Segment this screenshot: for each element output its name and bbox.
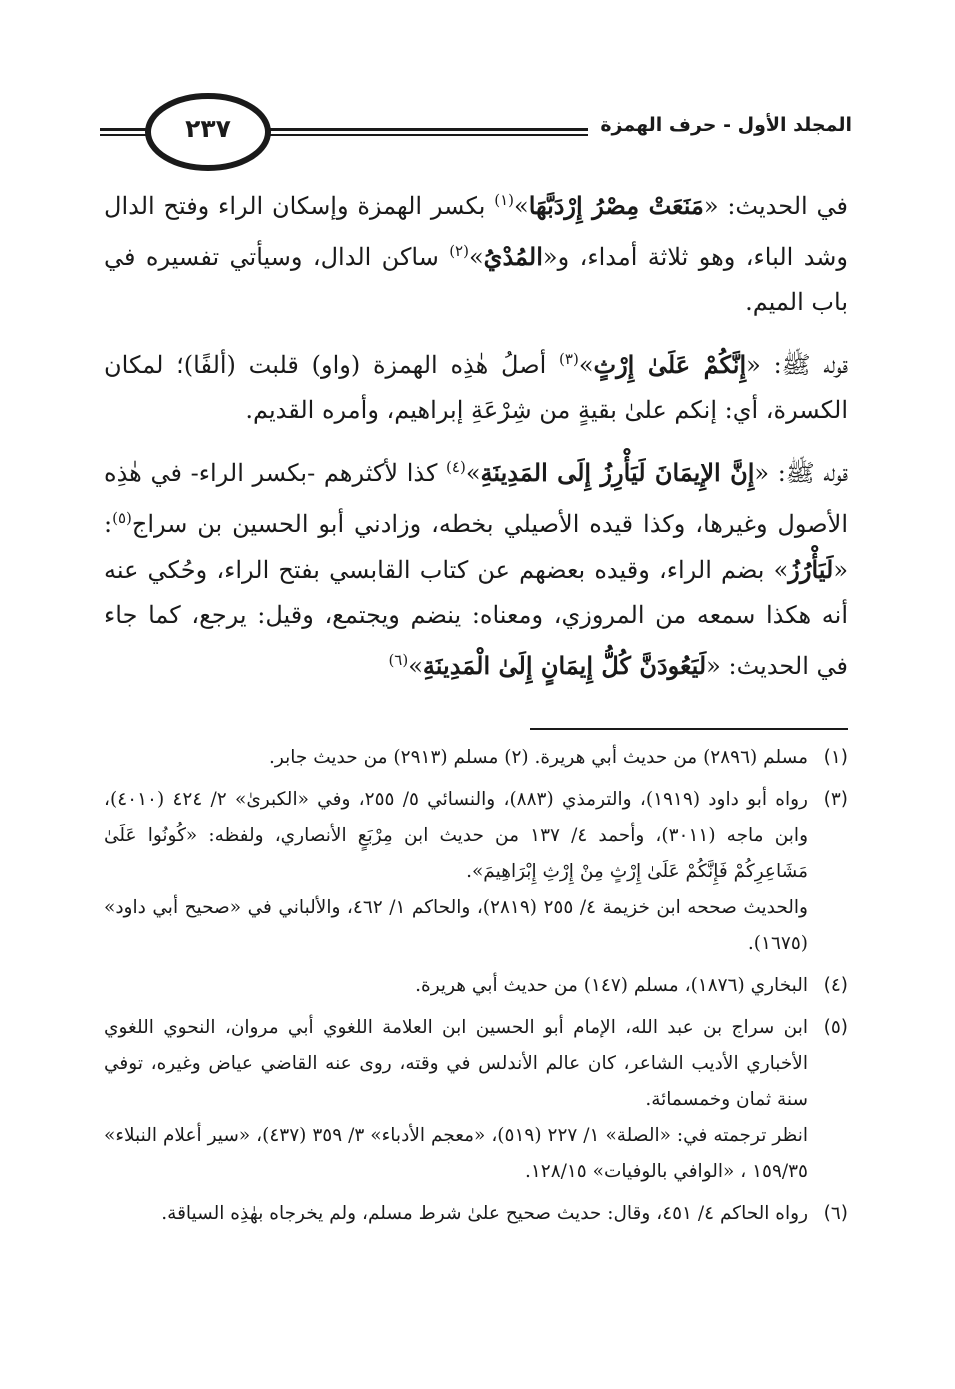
page-number-badge: [144, 92, 272, 172]
footnote-text: رواه أبو داود (١٩١٩)، والترمذي (٨٨٣)، والنسائي ٥/ ٢٥٥، وفي «الكبرىٰ» ٢/ ٤٢٤ (٤٠١٠)، وابن ماجه (٣٠١١)، وأحمد ٤/ ١٣٧ من حديث ابن مِرْبَعٍ الأنصاري، ولفظه: «كُونُوا عَلَىٰ مَشَاعِرِكُمْ فَإِنَّكُمْ عَلَىٰ إِرْثٍ مِنْ إِرْثِ إِبْرَاهِيمَ».: [104, 789, 808, 882]
footnote-ref: (٢): [449, 242, 469, 260]
page-number: ٢٣٧: [185, 114, 231, 143]
footnotes: [104, 740, 848, 1238]
footnote: [104, 1010, 848, 1190]
page-header: [100, 92, 852, 172]
footnote: [104, 968, 848, 1004]
main-text: [104, 178, 848, 701]
footnote-text: انظر ترجمته في: «الصلة» ١/ ٢٢٧ (٥١٩)، «معجم الأدباء» ٣/ ٣٥٩ (٤٣٧)، «سير أعلام النبلاء» ١٥٩/٣٥ ، «الوافي بالوفيات» ١٢٨/١٥.: [104, 1125, 808, 1182]
footnote: [104, 782, 848, 962]
hadith-quote: لَيَأْرُزُ: [788, 555, 834, 584]
hadith-quote: لَيَعُودَنَّ كُلُّ إِيمَانٍ إِلَىٰ الْمَدِينَةِ: [422, 651, 707, 680]
hadith-quote: إِنَّكُمْ عَلَىٰ إِرْثٍ: [593, 350, 747, 379]
footnote: [104, 740, 848, 776]
running-title: المجلد الأول - حرف الهمزة: [588, 114, 852, 136]
footnote-number: (٤): [823, 975, 848, 996]
footnote-number: (٥): [823, 1017, 848, 1038]
footnote: [104, 1196, 848, 1232]
footnote-ref: (١): [494, 191, 514, 209]
paragraph: قوله ﷺ: «إِنَّكُمْ عَلَىٰ إِرْثٍ»$^{(٣)}$ أصلُ هٰذِه الهمزة (واو) قلبت (ألفًا)؛ لمكان الكسرة، أي: إنكم علىٰ بقيةٍ من شِرْعَةِ إبراهيم، وأمره القديم.: [104, 350, 848, 424]
footnote-ref: (٥): [112, 509, 132, 527]
footnote-text: رواه الحاكم ٤/ ٤٥١، وقال: حديث صحيح علىٰ شرط مسلم، ولم يخرجاه بهٰذِه السياقة.: [161, 1203, 808, 1224]
hadith-quote: مَنَعَتْ مِصْرُ إِرْدَبَّهَا: [528, 191, 704, 220]
footnote-text: ابن سراج بن عبد الله، الإمام أبو الحسين ابن العلامة اللغوي أبي مروان، النحوي اللغوي الأخباري الأديب الشاعر، كان عالم الأندلس في وقته، روى عنه القاضي عياض وغيره، توفي سنة ثمان وخمسمائة.: [104, 1017, 808, 1110]
footnote-ref: (٦): [388, 651, 409, 669]
header-rule: [100, 128, 148, 131]
footnote-number: (٦): [823, 1203, 848, 1224]
footnote-text: البخاري (١٨٧٦)، مسلم (١٤٧) من حديث أبي هريرة.: [415, 975, 808, 996]
header-rule: [100, 134, 148, 136]
footnote-number: (١): [823, 747, 848, 768]
footnote-text: مسلم (٢٨٩٦) من حديث أبي هريرة. (٢) مسلم (٢٩١٣) من حديث جابر.: [269, 747, 808, 768]
footnote-text: والحديث صححه ابن خزيمة ٤/ ٢٥٥ (٢٨١٩)، والحاكم ١/ ٤٦٢، والألباني في «صحيح أبي داود» (١٦٧٥).: [104, 897, 808, 954]
footnote-ref: (٣): [559, 350, 579, 368]
paragraph: قوله ﷺ: «إِنَّ الإِيمَانَ لَيَأْرِزُ إِلَى المَدِينَةِ»$^{(٤)}$ كذا لأكثرهم -بكسر الراء- في هٰذِه الأصول وغيرها، وكذا قيده الأصيلي بخطه، وزادني أبو الحسين بن سراج$^{(٥)}$: «لَيَأْرُزُ» بضم الراء، وقيده بعضهم عن كتاب القابسي بفتح الراء، وحُكي عنه أنه هكذا سمعه من المروزي، ومعناه: ينضم ويجتمع، وقيل: يرجع، كما جاء في الحديث: «لَيَعُودَنَّ كُلُّ إِيمَانٍ إِلَىٰ الْمَدِينَةِ»$^{(٦)}$: [104, 458, 849, 680]
footnote-separator: [530, 728, 848, 730]
paragraph: في الحديث: «مَنَعَتْ مِصْرُ إِرْدَبَّهَا»$^{(١)}$ بكسر الهمزة وإسكان الراء وفتح الدال وشد الباء، وهو ثلاثة أمداء، و«المُدْيُ»$^{(٢)}$ ساكن الدال، وسيأتي تفسيره في باب الميم.: [104, 191, 848, 316]
hadith-quote: المُدْيُ: [483, 242, 543, 271]
footnote-number: (٣): [823, 789, 848, 810]
footnote-ref: (٤): [446, 458, 466, 476]
hadith-quote: إِنَّ الإِيمَانَ لَيَأْرِزُ إِلَى المَدِينَةِ: [480, 458, 755, 487]
